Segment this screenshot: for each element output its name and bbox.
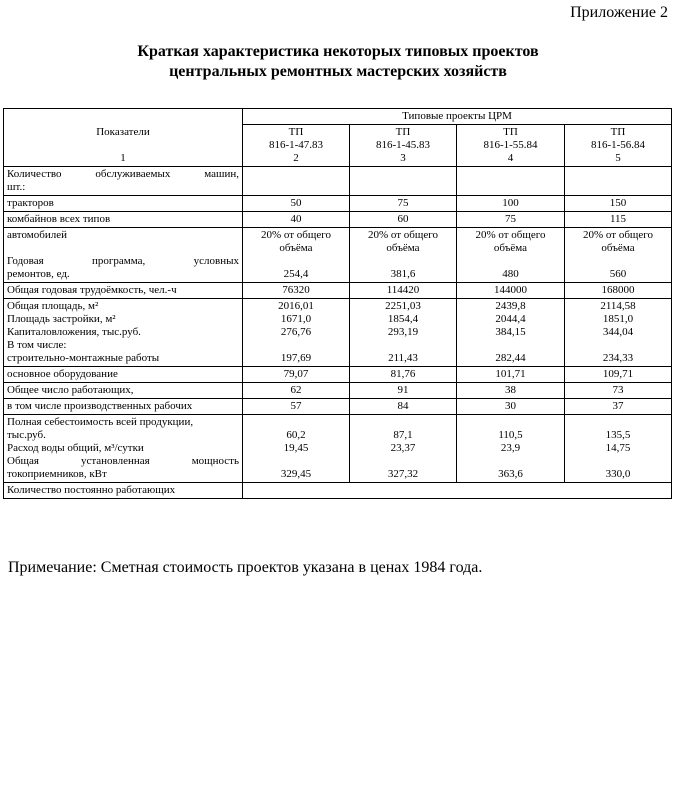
- cell-value: [243, 415, 350, 483]
- table-row: [4, 283, 672, 299]
- project-type: ТП: [503, 126, 518, 138]
- cell-text: 2044,4: [495, 313, 526, 325]
- cell-value: 73: [565, 383, 672, 399]
- cell-text: 344,04: [602, 326, 634, 338]
- cell-value: 101,71: [457, 367, 565, 383]
- cell-text: 560: [609, 268, 627, 280]
- cell-value: 168000: [565, 283, 672, 299]
- cell-value: 81,76: [350, 367, 457, 383]
- cell-text: 381,6: [390, 268, 416, 280]
- cell-value: [457, 415, 565, 483]
- cell-text: 60,2: [286, 429, 306, 441]
- table-row: [4, 415, 672, 483]
- cell-text: 1671,0: [280, 313, 312, 325]
- cell-text: 14,75: [605, 442, 631, 454]
- cell-value: 40: [243, 212, 350, 228]
- row-label: [4, 299, 243, 367]
- cell-text: объёма: [279, 242, 313, 254]
- row-label-line: Расход воды общий, м³/сутки: [7, 442, 144, 454]
- table-row: [4, 299, 672, 367]
- cell-text: 135,5: [605, 429, 631, 441]
- cell-text: 329,45: [280, 468, 312, 480]
- cell-value: [350, 228, 457, 283]
- cell-text: 19,45: [283, 442, 309, 454]
- row-label-line: В том числе:: [7, 339, 67, 351]
- cell-text: объёма: [601, 242, 635, 254]
- cell-text: 1851,0: [602, 313, 634, 325]
- project-header: [457, 125, 565, 167]
- cell-text: 363,6: [498, 468, 523, 480]
- cell-value: 37: [565, 399, 672, 415]
- indicators-header: Показатели: [96, 126, 150, 138]
- row-label: тракторов: [4, 196, 243, 212]
- cell-value: 91: [350, 383, 457, 399]
- cell-value: 38: [457, 383, 565, 399]
- table-row: [4, 399, 672, 415]
- row-label: Общее число работающих,: [4, 383, 243, 399]
- project-type: ТП: [395, 126, 411, 138]
- projects-table: [3, 108, 672, 499]
- appendix-label: Приложение 2: [570, 4, 668, 21]
- project-type: ТП: [288, 126, 304, 138]
- cell-text: 2114,58: [600, 300, 636, 312]
- row-label-line: Годовая программа, условных: [7, 255, 239, 267]
- cell-text: 480: [502, 268, 519, 280]
- cell-text: 2016,01: [278, 300, 314, 312]
- document-title: [0, 42, 676, 82]
- row-label-line: автомобилей: [7, 229, 67, 241]
- cell-text: 87,1: [393, 429, 413, 441]
- cell-value: 144000: [457, 283, 565, 299]
- cell-text: 2251,03: [385, 300, 421, 312]
- cell-text: 2439,8: [495, 300, 526, 312]
- project-header: [350, 125, 457, 167]
- cell-value: [350, 415, 457, 483]
- cell-value: [243, 228, 350, 283]
- project-code: 816-1-45.83: [375, 139, 431, 151]
- indicators-header-cell: [4, 109, 243, 167]
- cell-text: 23,9: [500, 442, 521, 454]
- cell-text: 234,33: [602, 352, 634, 364]
- row-label-line: токоприемников, кВт: [7, 468, 107, 480]
- title-line-1: Краткая характеристика некоторых типовых проектов: [137, 43, 539, 60]
- cell-value: [565, 415, 672, 483]
- row-label: в том числе производственных рабочих: [4, 399, 243, 415]
- cell-text: 23,37: [390, 442, 416, 454]
- cell-value: 109,71: [565, 367, 672, 383]
- table-row: [4, 383, 672, 399]
- row-label: Количество постоянно работающих: [4, 483, 243, 499]
- row-label-line: Полная себестоимость всей продукции,: [7, 416, 194, 428]
- cell-text: 254,4: [283, 268, 309, 280]
- row-label-line: Общая установленная мощность: [7, 455, 239, 467]
- project-type: ТП: [610, 126, 626, 138]
- cell-value: [457, 299, 565, 367]
- cell-text: 293,19: [387, 326, 419, 338]
- header-row: [4, 109, 672, 125]
- col-num: 3: [400, 152, 406, 164]
- row-label-line: тыс.руб.: [7, 429, 46, 441]
- cell-text: 211,43: [388, 352, 418, 364]
- cell-value: 60: [350, 212, 457, 228]
- row-label-line: Количество обслуживаемых машин,: [7, 168, 239, 180]
- cell-value: [457, 228, 565, 283]
- cell-text: 327,32: [387, 468, 419, 480]
- table-row: [4, 367, 672, 383]
- row-label: Общая годовая трудоёмкость, чел.-ч: [4, 283, 243, 299]
- row-label-line: строительно-монтажные работы: [7, 352, 160, 364]
- cell-value: 75: [457, 212, 565, 228]
- row-label-line: Площадь застройки, м²: [7, 313, 116, 325]
- project-code: 816-1-55.84: [483, 139, 538, 151]
- cell-value: 150: [565, 196, 672, 212]
- cell-text: 276,76: [280, 326, 312, 338]
- cell-value: [243, 299, 350, 367]
- cell-value: 84: [350, 399, 457, 415]
- cell-text: объёма: [386, 242, 420, 254]
- cell-text: 1854,4: [387, 313, 419, 325]
- row-label: [4, 167, 243, 196]
- row-label-line: ремонтов, ед.: [7, 268, 70, 280]
- cell-text: объёма: [493, 242, 528, 254]
- cell-text: 197,69: [280, 352, 312, 364]
- cell-value: 62: [243, 383, 350, 399]
- cell-value: 57: [243, 399, 350, 415]
- table-row: [4, 196, 672, 212]
- cell-value: 50: [243, 196, 350, 212]
- cell-value: 30: [457, 399, 565, 415]
- cell-value: [565, 299, 672, 367]
- project-code: 816-1-47.83: [268, 139, 324, 151]
- cell-text: 384,15: [495, 326, 526, 338]
- cell-text: 110,5: [498, 429, 523, 441]
- row-label: [4, 415, 243, 483]
- cell-text: 282,44: [495, 352, 526, 364]
- cell-value: 115: [565, 212, 672, 228]
- row-label-line: Капиталовложения, тыс.руб.: [7, 326, 141, 338]
- cell-value: 100: [457, 196, 565, 212]
- title-line-2: центральных ремонтных мастерских хозяйств: [169, 63, 507, 80]
- col-num: 5: [615, 152, 621, 164]
- row-label: [4, 228, 243, 283]
- row-label: комбайнов всех типов: [4, 212, 243, 228]
- table-row: [4, 483, 672, 499]
- col-num-1: 1: [120, 152, 126, 164]
- cell-value: 75: [350, 196, 457, 212]
- row-label-line: шт.:: [7, 181, 26, 193]
- cell-value: 114420: [350, 283, 457, 299]
- footnote: Примечание: Сметная стоимость проектов указана в ценах 1984 года.: [8, 559, 483, 576]
- row-label-line: Общая площадь, м²: [7, 300, 99, 312]
- table-row: [4, 228, 672, 283]
- row-label: основное оборудование: [4, 367, 243, 383]
- table-row: [4, 212, 672, 228]
- project-header: [565, 125, 672, 167]
- project-header: [243, 125, 350, 167]
- cell-value: 79,07: [243, 367, 350, 383]
- cell-value: [565, 228, 672, 283]
- cell-text: 20% от общего: [475, 229, 546, 241]
- cell-text: 20% от общего: [367, 229, 438, 241]
- cell-value: 76320: [243, 283, 350, 299]
- cell-value: [350, 299, 457, 367]
- group-header: Типовые проекты ЦРМ: [243, 109, 672, 125]
- project-code: 816-1-56.84: [590, 139, 646, 151]
- col-num: 4: [507, 152, 514, 164]
- table-row: [4, 167, 672, 196]
- cell-text: 20% от общего: [260, 229, 331, 241]
- col-num: 2: [293, 152, 299, 164]
- cell-text: 20% от общего: [583, 229, 654, 241]
- cell-text: 330,0: [605, 468, 631, 480]
